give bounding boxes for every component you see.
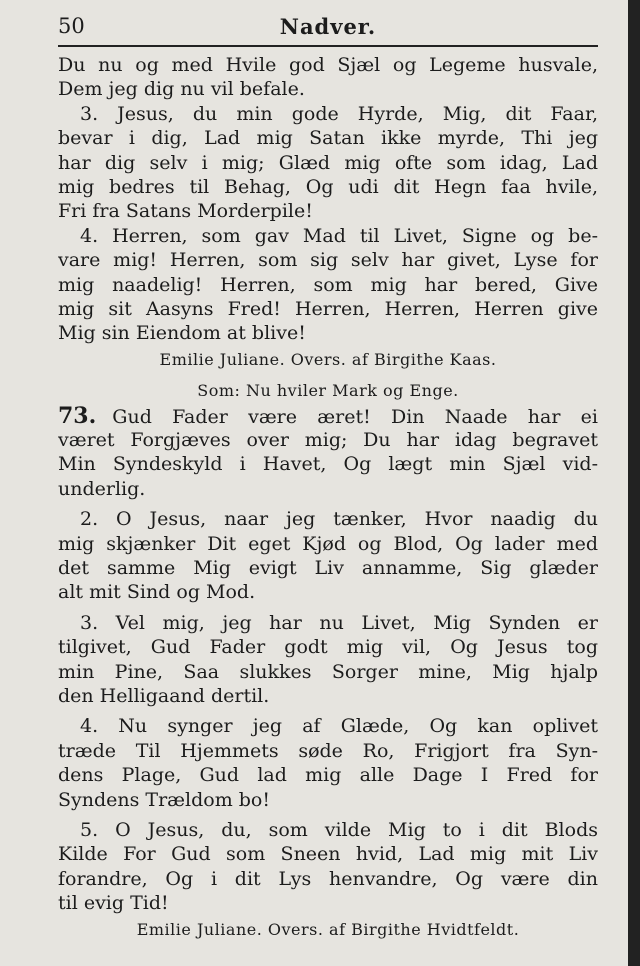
- hymn-first-line: Gud Fader være æret! Din Naade har ei: [112, 405, 598, 428]
- text-line: underlig.: [58, 477, 146, 500]
- page-text: [58, 53, 598, 944]
- text-line: 2. O Jesus, naar jeg tænker, Hvor naadig du: [80, 508, 598, 531]
- text-line: min Pine, Saa slukkes Sorger mine, Mig hjalp: [58, 660, 598, 683]
- hymn-number: 73.: [58, 403, 97, 429]
- text-line: 3. Vel mig, jeg har nu Livet, Mig Synden er: [80, 611, 598, 634]
- attribution: Emilie Juliane. Overs. af Birgithe Hvidtfeldt.: [136, 919, 520, 939]
- page-edge-shadow: [628, 0, 640, 966]
- page-number: 50: [58, 14, 85, 38]
- attribution: Emilie Juliane. Overs. af Birgithe Kaas.: [159, 349, 497, 369]
- page-header: [58, 8, 598, 40]
- header-rule: [58, 45, 598, 47]
- text-line: til evig Tid!: [58, 892, 169, 915]
- text-line: Syndens Trældom bo!: [58, 788, 271, 811]
- text-line: Du nu og med Hvile god Sjæl og Legeme husvale,: [58, 54, 598, 76]
- tune-reference: Som: Nu hviler Mark og Enge.: [197, 380, 459, 400]
- text-line: Kilde For Gud som Sneen hvid, Lad mig mit Liv: [58, 843, 598, 866]
- text-line: forandre, Og i dit Lys henvandre, Og være din: [58, 867, 598, 890]
- text-line: 4. Herren, som gav Mad til Livet, Signe og be-: [80, 224, 598, 247]
- text-line: alt mit Sind og Mod.: [58, 581, 256, 604]
- text-line: mig bedres til Behag, Og udi dit Hegn faa hvile,: [58, 175, 598, 198]
- text-line: dens Plage, Gud lad mig alle Dage I Fred for: [58, 764, 598, 787]
- text-line: har dig selv i mig; Glæd mig ofte som idag, Lad: [58, 151, 598, 174]
- running-title: Nadver.: [279, 14, 377, 39]
- text-line: det samme Mig evigt Liv annamme, Sig glæder: [58, 557, 598, 580]
- text-line: Dem jeg dig nu vil befale.: [58, 78, 305, 101]
- text-line: 5. O Jesus, du, som vilde Mig to i dit Blods: [80, 818, 598, 841]
- text-line: været Forgjæves over mig; Du har idag begravet: [58, 429, 598, 452]
- text-line: Fri fra Satans Morderpile!: [58, 200, 313, 223]
- text-line: bevar i dig, Lad mig Satan ikke myrde, Thi jeg: [58, 127, 598, 150]
- text-line: 4. Nu synger jeg af Glæde, Og kan oplivet: [80, 715, 598, 738]
- text-line: tilgivet, Gud Fader godt mig vil, Og Jesus tog: [58, 636, 598, 659]
- text-line: Min Syndeskyld i Havet, Og lægt min Sjæl vid-: [58, 453, 598, 476]
- text-line: mig skjænker Dit eget Kjød og Blod, Og lader med: [58, 532, 598, 555]
- text-line: den Helligaand dertil.: [58, 684, 270, 707]
- text-line: [58, 404, 598, 428]
- text-line: vare mig! Herren, som sig selv har givet, Lyse for: [58, 249, 598, 272]
- text-line: mig sit Aasyns Fred! Herren, Herren, Herren give: [58, 297, 598, 320]
- text-line: 3. Jesus, du min gode Hyrde, Mig, dit Faar,: [80, 102, 598, 125]
- text-line: Mig sin Eiendom at blive!: [58, 322, 306, 345]
- text-line: træde Til Hjemmets søde Ro, Frigjort fra Syn-: [58, 739, 598, 762]
- text-line: mig naadelig! Herren, som mig har bered, Give: [58, 273, 598, 296]
